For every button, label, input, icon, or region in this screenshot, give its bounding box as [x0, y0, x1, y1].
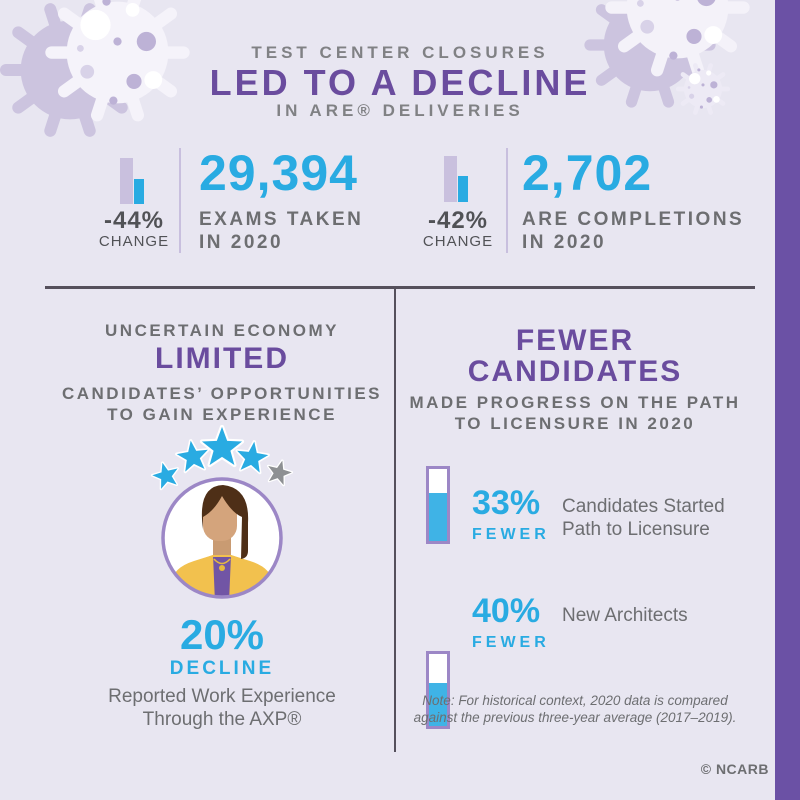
header-line-1: TEST CENTER CLOSURES: [251, 43, 549, 62]
gauge-fill: [429, 493, 447, 541]
bar-previous: [444, 156, 457, 202]
decline-label: DECLINE: [169, 658, 275, 679]
stat-label-1: EXAMS TAKEN: [199, 209, 364, 230]
stat-label-1: ARE COMPLETIONS: [522, 209, 745, 230]
header-line-3: IN ARE® DELIVERIES: [276, 101, 524, 120]
change-value: -44%: [103, 207, 165, 234]
decline-value: 20%: [179, 611, 265, 658]
copyright: © NCARB: [700, 761, 769, 777]
right-subheading-1: MADE PROGRESS ON THE PATH: [409, 393, 741, 412]
bar-previous: [120, 158, 133, 204]
page-title: LED TO A DECLINE: [209, 62, 591, 103]
mini-bar-chart-completions: [444, 155, 468, 202]
mini-bar-chart-exams: [120, 157, 144, 204]
bar-2020: [134, 179, 144, 204]
change-block-completions: [418, 208, 498, 250]
left-heading-1: UNCERTAIN ECONOMY: [105, 321, 339, 340]
caption-line-1: Reported Work Experience: [108, 686, 336, 707]
stat-value: 2,702: [522, 145, 653, 201]
stat-value: 29,394: [199, 145, 358, 201]
metric-value-block: [472, 594, 556, 652]
stat-divider: [506, 148, 508, 253]
caption-line-2: Through the AXP®: [142, 709, 302, 730]
change-block-exams: [94, 208, 174, 250]
metric-label-2: Path to Licensure: [562, 519, 710, 540]
right-heading-2: CANDIDATES: [467, 355, 683, 388]
metric-value: 33%: [472, 484, 541, 522]
stat-block-exams: [199, 145, 429, 254]
metric-value-block: [472, 486, 556, 544]
footnote-line-2: against the previous three-year average (2017–2019).: [413, 709, 737, 725]
stat-label-2: IN 2020: [522, 232, 607, 253]
left-heading-4: TO GAIN EXPERIENCE: [107, 405, 337, 424]
metric-label-1: Candidates Started: [562, 496, 725, 517]
change-value: -42%: [427, 207, 489, 234]
right-subheading-2: TO LICENSURE IN 2020: [454, 414, 696, 433]
right-heading-1: FEWER: [515, 324, 635, 357]
metric-label-block: [562, 604, 762, 627]
metric-value: 40%: [472, 592, 541, 630]
left-heading-3: CANDIDATES’ OPPORTUNITIES: [61, 384, 383, 403]
stat-label-2: IN 2020: [199, 232, 284, 253]
left-heading-2: LIMITED: [155, 342, 289, 375]
horizontal-divider: [45, 286, 755, 289]
change-label: CHANGE: [98, 233, 170, 251]
change-label: CHANGE: [422, 233, 494, 251]
person-avatar: [157, 473, 287, 603]
metric-label-block: [562, 495, 762, 541]
stat-divider: [179, 148, 181, 253]
footnote-line-1: Note: For historical context, 2020 data is compared: [422, 693, 728, 708]
metric-label-1: New Architects: [562, 605, 688, 626]
metric-qualifier: FEWER: [472, 526, 550, 543]
right-accent-band: [775, 0, 800, 800]
stat-block-completions: [522, 145, 762, 254]
metric-qualifier: FEWER: [472, 634, 550, 651]
footnote: [400, 693, 750, 726]
gauge-candidates-started: [426, 466, 450, 544]
decline-caption: [47, 685, 397, 731]
bar-2020: [458, 176, 468, 202]
